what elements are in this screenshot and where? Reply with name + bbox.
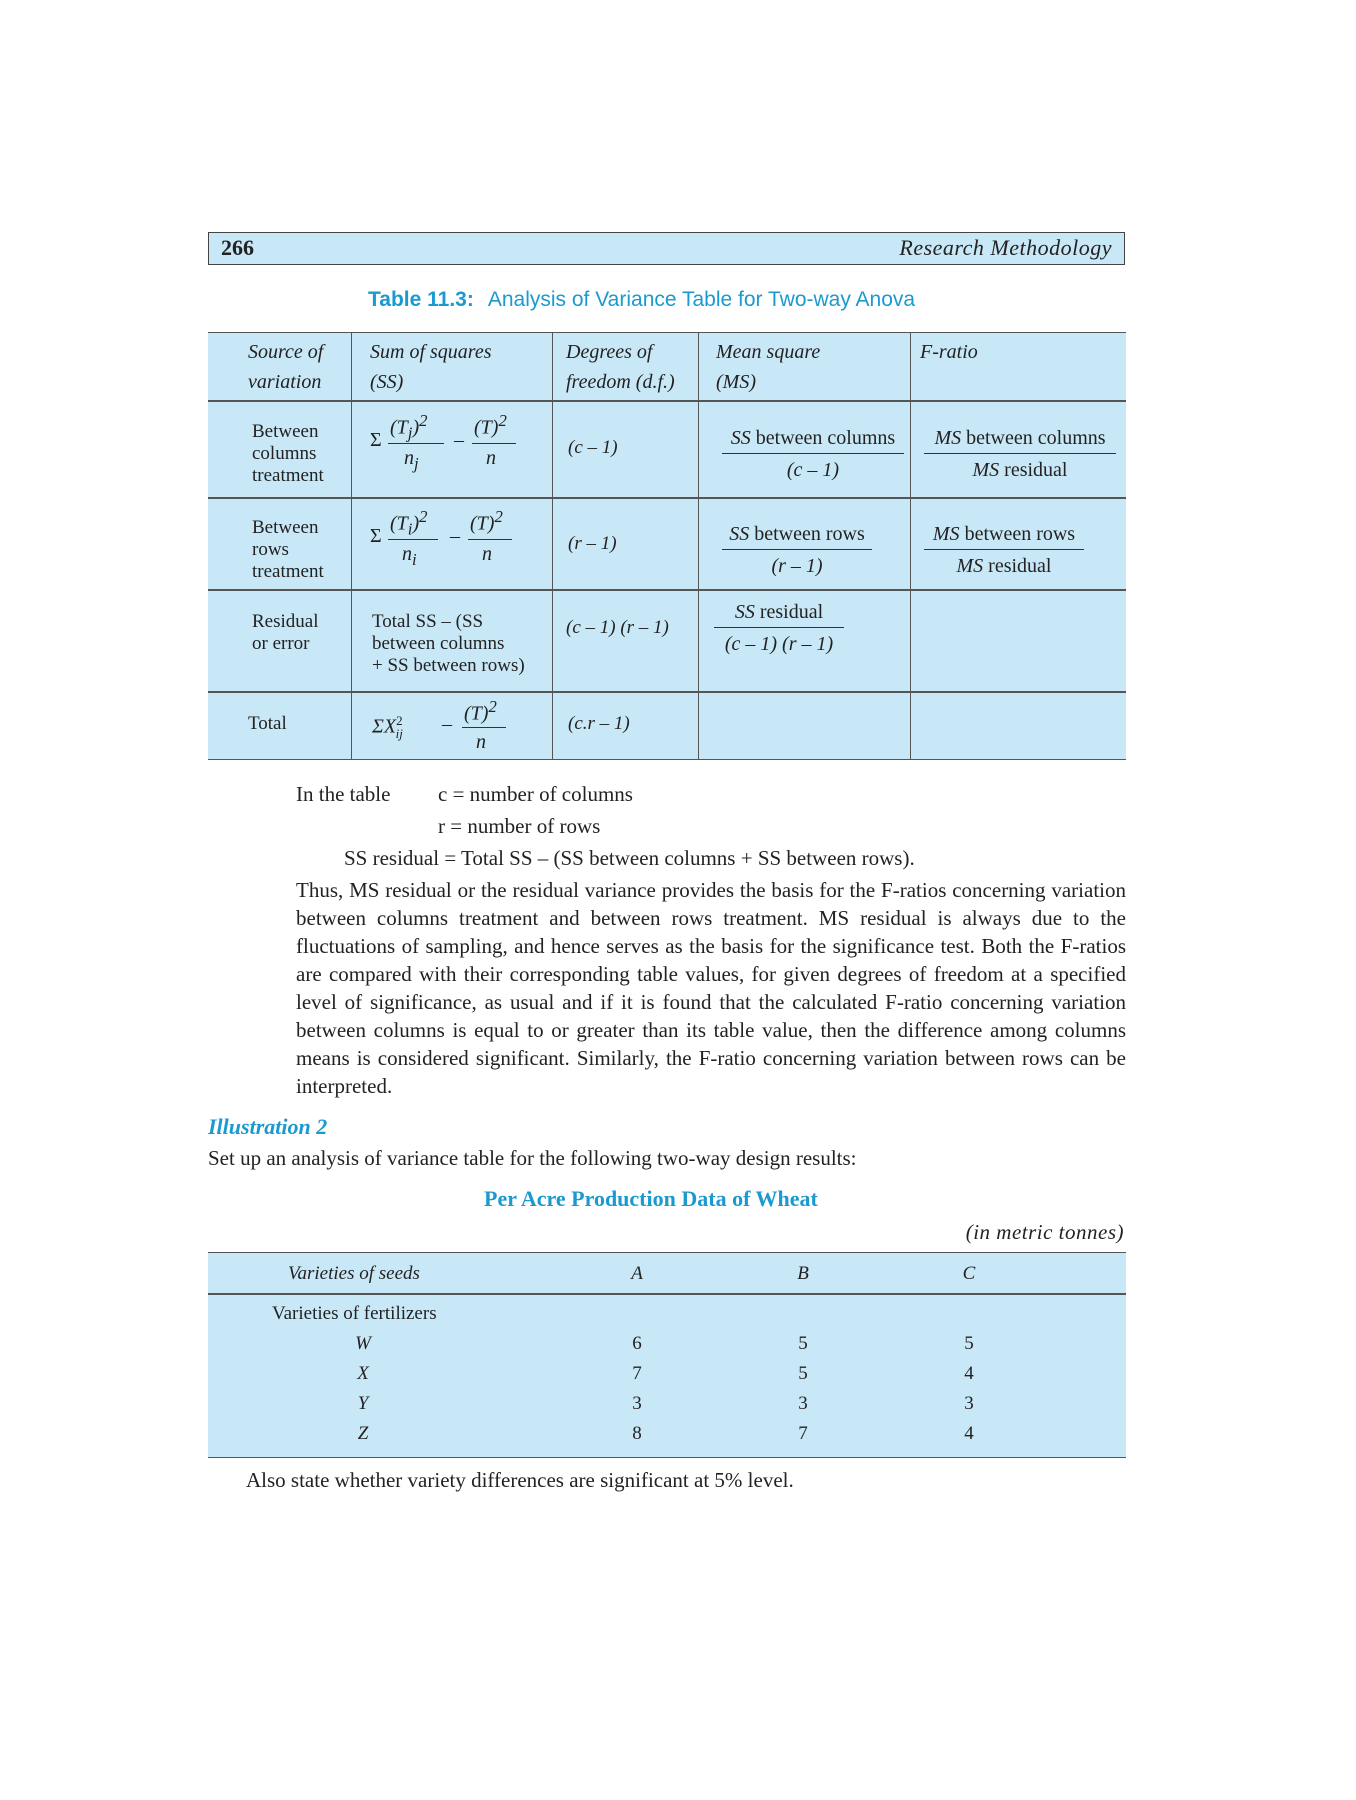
col-header-a: A bbox=[631, 1263, 643, 1284]
row-source-residual: Residual or error bbox=[252, 611, 319, 654]
row-source-between-columns: Between columns treatment bbox=[252, 421, 324, 486]
anova-table bbox=[208, 332, 1126, 760]
cell-z-b: 7 bbox=[798, 1423, 808, 1444]
ms-residual: SS residual (c – 1) (r – 1) bbox=[714, 601, 844, 656]
row-label-y: Y bbox=[357, 1393, 369, 1414]
row-source-total: Total bbox=[248, 713, 287, 734]
header-f-ratio: F-ratio bbox=[920, 341, 978, 363]
f-ratio-rows: MS between rows MS residual bbox=[924, 523, 1084, 578]
df-between-rows: (r – 1) bbox=[568, 533, 617, 554]
table-caption bbox=[368, 288, 915, 312]
footer-question: Also state whether variety differences are significant at 5% level. bbox=[246, 1468, 794, 1492]
f-ratio-columns: MS between columns MS residual bbox=[924, 427, 1116, 482]
cell-x-a: 7 bbox=[632, 1363, 642, 1384]
seeds-label: Varieties of seeds bbox=[288, 1263, 420, 1284]
wheat-table-title: Per Acre Production Data of Wheat bbox=[484, 1186, 818, 1211]
header-sum-of-squares: Sum of squares (SS) bbox=[370, 341, 492, 393]
ss-formula-total: $\Sigma X^2_{ij}$ – $(T)^2$ n bbox=[372, 697, 542, 757]
cell-w-a: 6 bbox=[632, 1333, 642, 1354]
df-total: (c.r – 1) bbox=[568, 713, 630, 734]
header-degrees-of-freedom: Degrees of freedom (d.f.) bbox=[566, 341, 675, 393]
ms-between-rows: SS between rows (r – 1) bbox=[722, 523, 872, 578]
fertilizers-label: Varieties of fertilizers bbox=[272, 1303, 437, 1324]
ms-between-columns: SS between columns (c – 1) bbox=[722, 427, 904, 482]
cell-y-a: 3 bbox=[632, 1393, 642, 1414]
page-number: 266 bbox=[221, 235, 254, 260]
running-header bbox=[208, 232, 1125, 265]
cell-z-c: 4 bbox=[964, 1423, 974, 1444]
note-c-definition: c = number of columns bbox=[438, 782, 633, 806]
body-paragraph: Thus, MS residual or the residual variance provides the basis for the F-ratios concerning variation between columns treatment and between rows treatment. MS residual is always due to the fluctuations of sampling, and hence serves as the basis for the significance test. Both the F-ratios are compared with their corresponding table values, for given degrees of freedom at a specified level of significance, as usual and if it is found that the calculated F-ratio concerning variation between columns is equal to or greater than its table value, then the difference among columns means is considered significant. Similarly, the F-ratio concerning variation between rows can be interpreted. bbox=[296, 878, 1126, 1098]
illustration-setup: Set up an analysis of variance table for the following two-way design results: bbox=[208, 1146, 857, 1170]
cell-y-b: 3 bbox=[798, 1393, 808, 1414]
cell-x-c: 4 bbox=[964, 1363, 974, 1384]
book-title: Research Methodology bbox=[899, 235, 1112, 260]
cell-x-b: 5 bbox=[798, 1363, 808, 1384]
header-source: Source of variation bbox=[248, 341, 324, 393]
illustration-label: Illustration 2 bbox=[208, 1114, 328, 1139]
units-note: (in metric tonnes) bbox=[965, 1220, 1124, 1244]
ss-formula-rows: Σ $(T_i)^2$ $n_i$ – $(T)^2$ n bbox=[370, 507, 540, 577]
note-in-the-table: In the table bbox=[296, 782, 391, 806]
row-label-z: Z bbox=[357, 1423, 369, 1444]
header-mean-square: Mean square (MS) bbox=[716, 341, 821, 393]
note-r-definition: r = number of rows bbox=[438, 814, 601, 838]
row-label-x: X bbox=[357, 1363, 369, 1384]
ss-residual-text: Total SS – (SS between columns + SS between rows) bbox=[372, 611, 525, 676]
ss-formula-columns: Σ $(T_j)^2$ $n_j$ – $(T)^2$ n bbox=[370, 411, 540, 481]
table-label: Table 11.3: bbox=[368, 288, 474, 311]
cell-z-a: 8 bbox=[632, 1423, 642, 1444]
df-residual: (c – 1) (r – 1) bbox=[566, 617, 669, 638]
col-header-c: C bbox=[962, 1263, 976, 1284]
row-label-w: W bbox=[355, 1333, 371, 1354]
cell-w-b: 5 bbox=[798, 1333, 808, 1354]
row-source-between-rows: Between rows treatment bbox=[252, 517, 324, 582]
cell-y-c: 3 bbox=[964, 1393, 974, 1414]
note-ss-residual: SS residual = Total SS – (SS between columns + SS between rows). bbox=[344, 846, 915, 870]
df-between-columns: (c – 1) bbox=[568, 437, 618, 458]
table-title: Analysis of Variance Table for Two-way Anova bbox=[487, 288, 916, 311]
col-header-b: B bbox=[797, 1263, 809, 1284]
wheat-data-table bbox=[208, 1252, 1126, 1458]
cell-w-c: 5 bbox=[964, 1333, 974, 1354]
